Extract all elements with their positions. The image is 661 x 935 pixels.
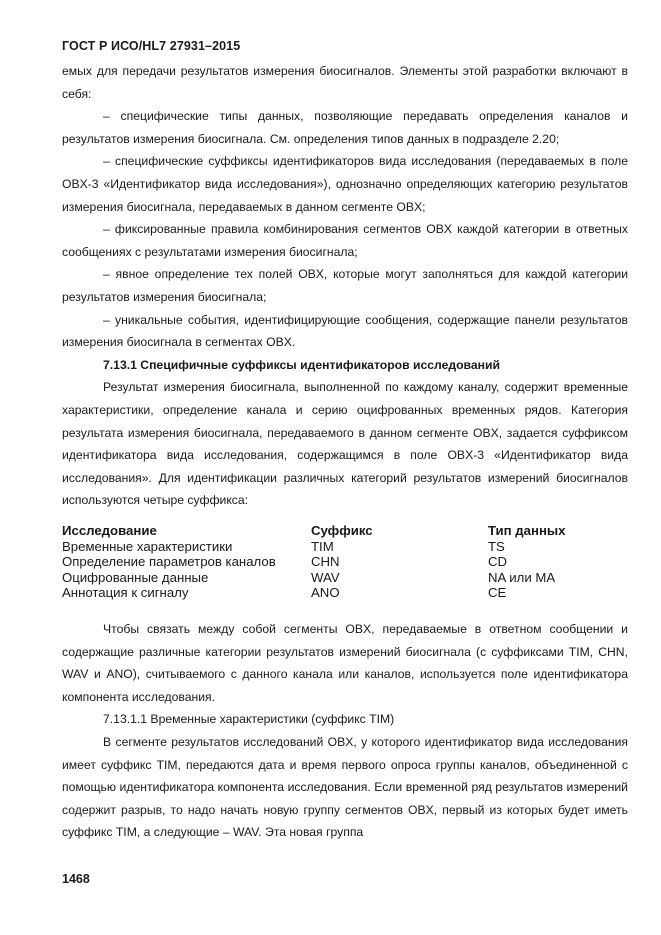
table-cell: NA или MA [488,569,556,585]
table-cell: CD [488,554,508,569]
paragraph-intro: емых для передачи результатов измерения биосигналов. Элементы этой разработки включают в себя: [62,64,628,101]
text-block-lower [62,618,628,844]
text-block-upper [62,60,628,512]
section-heading-7-13-1-1: 7.13.1.1 Временные характеристики (суффикс TIM) [103,712,395,727]
table-cell: CHN [311,554,340,569]
list-item-suffixes: – специфические суффиксы идентификаторов вида исследования (передаваемых в поле OBX-3 «Идентификатор вида исследования»), однозначно определяющих категорию результатов измерения биосигнала, передаваемых в данном сегменте OBX; [62,154,628,214]
paragraph-linking: Чтобы связать между собой сегменты OBX, передаваемые в ответном сообщении и содержащие различные категории результатов измерений биосигнала (с суффиксами TIM, CHN, WAV и ANO), считываемого с данного канала или каналов, используется поле идентификатора компонента исследования. [62,622,628,704]
table-cell: TS [488,538,505,554]
table-cell: TIM [311,538,334,554]
list-item-fields: – явное определение тех полей OBX, которые могут заполняться для каждой категории результатов измерения биосигнала; [62,267,628,304]
paragraph-suffix-description: Результат измерения биосигнала, выполненной по каждому каналу, содержит временные характеристики, определение канала и серию оцифрованных временных рядов. Категория результата измерения биосигнала, передаваемого в данном сегменте OBX, задается суффиксом идентификатора вида исследования, содержащимся в поле OBX-3 «Идентификатор вида исследования». Для идентификации различных категорий результатов измерений биосигналов используются четыре суффикса: [62,380,628,508]
table-header-row [62,523,628,539]
table-cell: Временные характеристики [62,538,233,554]
table-cell: CE [488,585,507,600]
list-item-rules: – фиксированные правила комбинирования сегментов OBX каждой категории в ответных сообщениях с результатами измерения биосигнала; [62,222,628,259]
table-header-cell: Суффикс [311,523,373,538]
table-row [62,570,628,586]
table-cell: ANO [311,585,340,600]
table-row [62,554,628,570]
table-row [62,585,628,601]
table-row [62,539,628,555]
table-header-cell: Тип данных [488,523,566,538]
document-header: ГОСТ Р ИСО/HL7 27931–2015 [62,39,241,53]
list-item-events: – уникальные события, идентифицирующие сообщения, содержащие панели результатов измерения биосигнала в сегментах OBX. [62,312,628,350]
table-cell: Определение параметров каналов [62,554,276,569]
list-item-data-types: – специфические типы данных, позволяющие передавать определения каналов и результатов измерения биосигнала. См. определения типов данных в подразделе 2.20; [62,109,628,146]
table-cell: WAV [311,569,340,585]
table-cell: Оцифрованные данные [62,569,209,585]
paragraph-tim-description: В сегменте результатов исследований OBX, у которого идентификатор вида исследования имеет суффикс TIM, передаются дата и время первого опроса группы каналов, объединенной с помощью идентификатора компонента исследования. Если временной ряд результатов измерений содержит разрыв, то надо начать новую группу сегментов OBX, первый из которых будет иметь суффикс TIM, а следующие – WAV. Эта новая группа [62,734,628,840]
page-number: 1468 [62,872,90,886]
table-header-cell: Исследование [62,523,157,538]
table-cell: Аннотация к сигналу [62,585,189,600]
section-heading-7-13-1: 7.13.1 Специфичные суффиксы идентификаторов исследований [103,357,501,372]
suffix-table [62,523,628,601]
